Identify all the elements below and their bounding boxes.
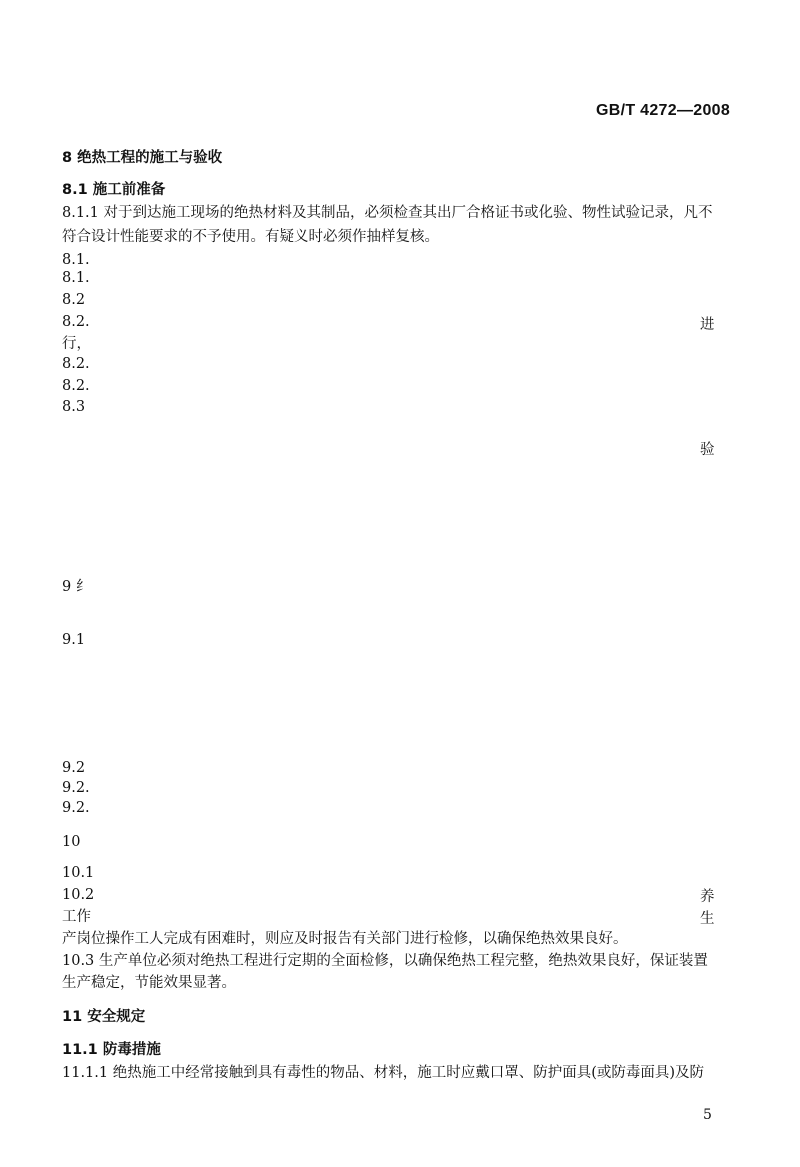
- fragment-8-1: 8.1.: [62, 270, 90, 286]
- fragment-10-2: 10.2: [62, 887, 95, 903]
- fragment-9-2: 9.2.: [62, 780, 90, 796]
- fragment-9-1: 9.1: [62, 632, 86, 648]
- fragment: 工作: [62, 909, 91, 925]
- section-heading-8-1: 8.1 施工前准备: [62, 182, 166, 198]
- fragment-8-2: 8.2.: [62, 356, 90, 372]
- fragment-8-1: 8.1.: [62, 252, 90, 268]
- fragment-8-2: 8.2.: [62, 314, 90, 330]
- fragment-10: 10: [62, 834, 81, 850]
- fragment-right: 生: [700, 911, 715, 927]
- fragment-right: 养: [700, 889, 715, 905]
- fragment-8-2: 8.2: [62, 292, 86, 308]
- fragment-right: 验: [700, 442, 715, 458]
- fragment-8-2: 8.2.: [62, 378, 90, 394]
- paragraph-10-3-cont: 生产稳定，节能效果显著。: [62, 975, 236, 991]
- fragment: 行，: [62, 336, 91, 352]
- fragment-right: 进: [700, 317, 715, 333]
- fragment-8-3: 8.3: [62, 399, 86, 415]
- paragraph-11-1-1: 11.1.1 绝热施工中经常接触到具有毒性的物品、材料，施工时应戴口罩、防护面具(或防毒面具)及防: [62, 1065, 705, 1081]
- fragment-9: 9 纟: [62, 579, 91, 595]
- fragment-9-2: 9.2.: [62, 800, 90, 816]
- page-number: 5: [703, 1107, 712, 1123]
- section-heading-11: 11 安全规定: [62, 1009, 146, 1025]
- fragment-9-2: 9.2: [62, 760, 86, 776]
- paragraph-8-1-1: 8.1.1 对于到达施工现场的绝热材料及其制品，必须检查其出厂合格证书或化验、物性试验记录，凡不: [62, 205, 713, 221]
- paragraph-10-2-cont: 产岗位操作工人完成有困难时，则应及时报告有关部门进行检修，以确保绝热效果良好。: [62, 931, 628, 947]
- paragraph-10-3: 10.3 生产单位必须对绝热工程进行定期的全面检修，以确保绝热工程完整，绝热效果良好，保证装置: [62, 953, 708, 969]
- section-heading-11-1: 11.1 防毒措施: [62, 1042, 161, 1058]
- fragment-10-1: 10.1: [62, 865, 95, 881]
- standard-number: GB/T 4272—2008: [596, 102, 731, 119]
- section-heading-8: 8 绝热工程的施工与验收: [62, 150, 223, 166]
- paragraph-8-1-1-cont: 符合设计性能要求的不予使用。有疑义时必须作抽样复核。: [62, 229, 439, 245]
